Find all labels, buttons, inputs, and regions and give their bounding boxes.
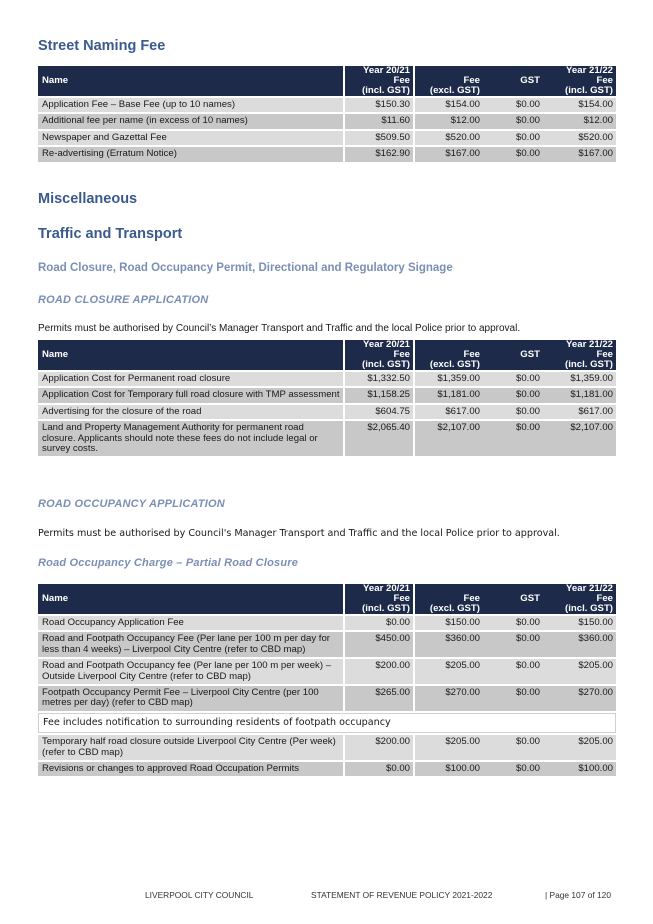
prev-fee-cell: $150.30 <box>343 98 413 112</box>
fee-name-cell: Road and Footpath Occupancy fee (Per lane per 100 m per week) – Outside Liverpool City Centre (refer to CBD map) <box>38 659 343 684</box>
heading-miscellaneous: Miscellaneous <box>38 191 138 207</box>
footer-page-number: | Page 107 of 120 <box>545 890 611 900</box>
fee-name-cell: Application Cost for Temporary full road closure with TMP assessment <box>38 388 343 402</box>
fee-name-cell: Revisions or changes to approved Road Occupation Permits <box>38 762 343 776</box>
prev-fee-cell: $2,065.40 <box>343 421 413 456</box>
gst-cell: $0.00 <box>483 114 543 128</box>
fee-incl-cell: $270.00 <box>543 686 616 711</box>
fee-name-cell: Application Cost for Permanent road closure <box>38 372 343 386</box>
heading-road-closure-application: ROAD CLOSURE APPLICATION <box>38 294 209 306</box>
prev-fee-cell: $450.00 <box>343 632 413 657</box>
table-note-row <box>38 713 616 733</box>
fee-excl-cell: $2,107.00 <box>413 421 483 456</box>
column-header-fee-incl: Year 21/22 Fee (incl. GST) <box>543 66 616 96</box>
prev-fee-cell: $265.00 <box>343 686 413 711</box>
column-header-name: Name <box>38 340 343 370</box>
fee-name-cell: Footpath Occupancy Permit Fee – Liverpool City Centre (per 100 metres per day) (refer to CBD map) <box>38 686 343 711</box>
heading-street-naming-fee: Street Naming Fee <box>38 38 166 54</box>
fee-incl-cell: $2,107.00 <box>543 421 616 456</box>
fee-excl-cell: $154.00 <box>413 98 483 112</box>
table-row <box>38 405 616 419</box>
prev-fee-cell: $1,332.50 <box>343 372 413 386</box>
gst-cell: $0.00 <box>483 421 543 456</box>
fee-excl-cell: $205.00 <box>413 735 483 760</box>
table-row <box>38 659 616 684</box>
column-header-gst: GST <box>483 66 543 96</box>
column-header-prev-fee-incl: Year 20/21 Fee (incl. GST) <box>343 340 413 370</box>
fee-incl-cell: $150.00 <box>543 616 616 630</box>
prev-fee-cell: $509.50 <box>343 131 413 145</box>
fee-excl-cell: $520.00 <box>413 131 483 145</box>
table-row <box>38 421 616 456</box>
gst-cell: $0.00 <box>483 616 543 630</box>
fee-name-cell: Temporary half road closure outside Liverpool City Centre (Per week) (refer to CBD map) <box>38 735 343 760</box>
gst-cell: $0.00 <box>483 659 543 684</box>
fee-excl-cell: $150.00 <box>413 616 483 630</box>
table-row <box>38 735 616 760</box>
fee-excl-cell: $617.00 <box>413 405 483 419</box>
fee-excl-cell: $1,359.00 <box>413 372 483 386</box>
column-header-gst: GST <box>483 584 543 614</box>
footer-statement-title: STATEMENT OF REVENUE POLICY 2021-2022 <box>311 890 493 900</box>
street-naming-fee-table <box>38 64 616 164</box>
fee-incl-cell: $167.00 <box>543 147 616 161</box>
year-curr-label: Year 21/22 <box>566 339 613 350</box>
column-header-fee-incl: Year 21/22 Fee (incl. GST) <box>543 340 616 370</box>
column-header-fee-excl: Fee (excl. GST) <box>413 340 483 370</box>
gst-cell: $0.00 <box>483 632 543 657</box>
prev-fee-cell: $162.90 <box>343 147 413 161</box>
heading-road-closure-signage: Road Closure, Road Occupancy Permit, Directional and Regulatory Signage <box>38 262 453 274</box>
prev-fee-cell: $200.00 <box>343 659 413 684</box>
fee-incl-cell: $1,359.00 <box>543 372 616 386</box>
table-row <box>38 686 616 711</box>
fee-excl-cell: $100.00 <box>413 762 483 776</box>
table-row <box>38 114 616 128</box>
gst-cell: $0.00 <box>483 388 543 402</box>
fee-excl-cell: $205.00 <box>413 659 483 684</box>
fee-name-cell: Newspaper and Gazettal Fee <box>38 131 343 145</box>
column-header-prev-fee-incl: Year 20/21 Fee (incl. GST) <box>343 66 413 96</box>
year-prev-label: Year 20/21 <box>363 339 410 350</box>
road-closure-fee-table <box>38 338 616 458</box>
heading-traffic-and-transport: Traffic and Transport <box>38 226 183 242</box>
table-row <box>38 762 616 776</box>
fee-name-cell: Advertising for the closure of the road <box>38 405 343 419</box>
table-row <box>38 632 616 657</box>
year-prev-label: Year 20/21 <box>363 583 410 594</box>
prev-fee-cell: $11.60 <box>343 114 413 128</box>
prev-fee-cell: $1,158.25 <box>343 388 413 402</box>
road-closure-permit-note: Permits must be authorised by Council’s Manager Transport and Traffic and the local Police prior to approval. <box>38 323 521 334</box>
fee-excl-cell: $270.00 <box>413 686 483 711</box>
fee-incl-cell: $154.00 <box>543 98 616 112</box>
column-header-gst: GST <box>483 340 543 370</box>
fee-name-cell: Additional fee per name (in excess of 10 names) <box>38 114 343 128</box>
fee-incl-cell: $12.00 <box>543 114 616 128</box>
footpath-notification-note: Fee includes notification to surrounding residents of footpath occupancy <box>38 713 616 733</box>
fee-incl-cell: $100.00 <box>543 762 616 776</box>
fee-incl-cell: $617.00 <box>543 405 616 419</box>
fee-excl-cell: $167.00 <box>413 147 483 161</box>
heading-road-occupancy-charge: Road Occupancy Charge – Partial Road Closure <box>38 557 299 569</box>
fee-name-cell: Land and Property Management Authority for permanent road closure. Applicants should note these fees do not include legal or survey costs. <box>38 421 343 456</box>
fee-incl-cell: $520.00 <box>543 131 616 145</box>
prev-fee-cell: $0.00 <box>343 616 413 630</box>
prev-fee-cell: $604.75 <box>343 405 413 419</box>
column-header-fee-incl: Year 21/22 Fee (incl. GST) <box>543 584 616 614</box>
column-header-fee-excl: Fee (excl. GST) <box>413 584 483 614</box>
gst-cell: $0.00 <box>483 735 543 760</box>
fee-name-cell: Road Occupancy Application Fee <box>38 616 343 630</box>
table-row <box>38 372 616 386</box>
fee-name-cell: Road and Footpath Occupancy Fee (Per lane per 100 m per day for less than 4 weeks) – Liverpool City Centre (refer to CBD map) <box>38 632 343 657</box>
fee-name-cell: Re-advertising (Erratum Notice) <box>38 147 343 161</box>
table-row <box>38 616 616 630</box>
fee-excl-cell: $1,181.00 <box>413 388 483 402</box>
column-header-prev-fee-incl: Year 20/21 Fee (incl. GST) <box>343 584 413 614</box>
footer-council-name: LIVERPOOL CITY COUNCIL <box>145 890 254 900</box>
fee-incl-cell: $205.00 <box>543 659 616 684</box>
column-header-fee-excl: Fee (excl. GST) <box>413 66 483 96</box>
table-row <box>38 131 616 145</box>
year-curr-label: Year 21/22 <box>566 583 613 594</box>
column-header-name: Name <box>38 584 343 614</box>
gst-cell: $0.00 <box>483 686 543 711</box>
table-row <box>38 388 616 402</box>
fee-incl-cell: $205.00 <box>543 735 616 760</box>
road-occupancy-fee-table <box>38 582 616 778</box>
gst-cell: $0.00 <box>483 131 543 145</box>
year-curr-label: Year 21/22 <box>566 65 613 76</box>
gst-cell: $0.00 <box>483 147 543 161</box>
fee-incl-cell: $360.00 <box>543 632 616 657</box>
column-header-name: Name <box>38 66 343 96</box>
fee-name-cell: Application Fee – Base Fee (up to 10 names) <box>38 98 343 112</box>
table-row <box>38 98 616 112</box>
gst-cell: $0.00 <box>483 98 543 112</box>
prev-fee-cell: $200.00 <box>343 735 413 760</box>
road-occupancy-permit-note: Permits must be authorised by Council's Manager Transport and Traffic and the local Police prior to approval. <box>38 528 560 539</box>
prev-fee-cell: $0.00 <box>343 762 413 776</box>
fee-excl-cell: $12.00 <box>413 114 483 128</box>
year-prev-label: Year 20/21 <box>363 65 410 76</box>
gst-cell: $0.00 <box>483 405 543 419</box>
gst-cell: $0.00 <box>483 372 543 386</box>
table-row <box>38 147 616 161</box>
fee-incl-cell: $1,181.00 <box>543 388 616 402</box>
gst-cell: $0.00 <box>483 762 543 776</box>
fee-excl-cell: $360.00 <box>413 632 483 657</box>
heading-road-occupancy-application: ROAD OCCUPANCY APPLICATION <box>38 498 225 510</box>
